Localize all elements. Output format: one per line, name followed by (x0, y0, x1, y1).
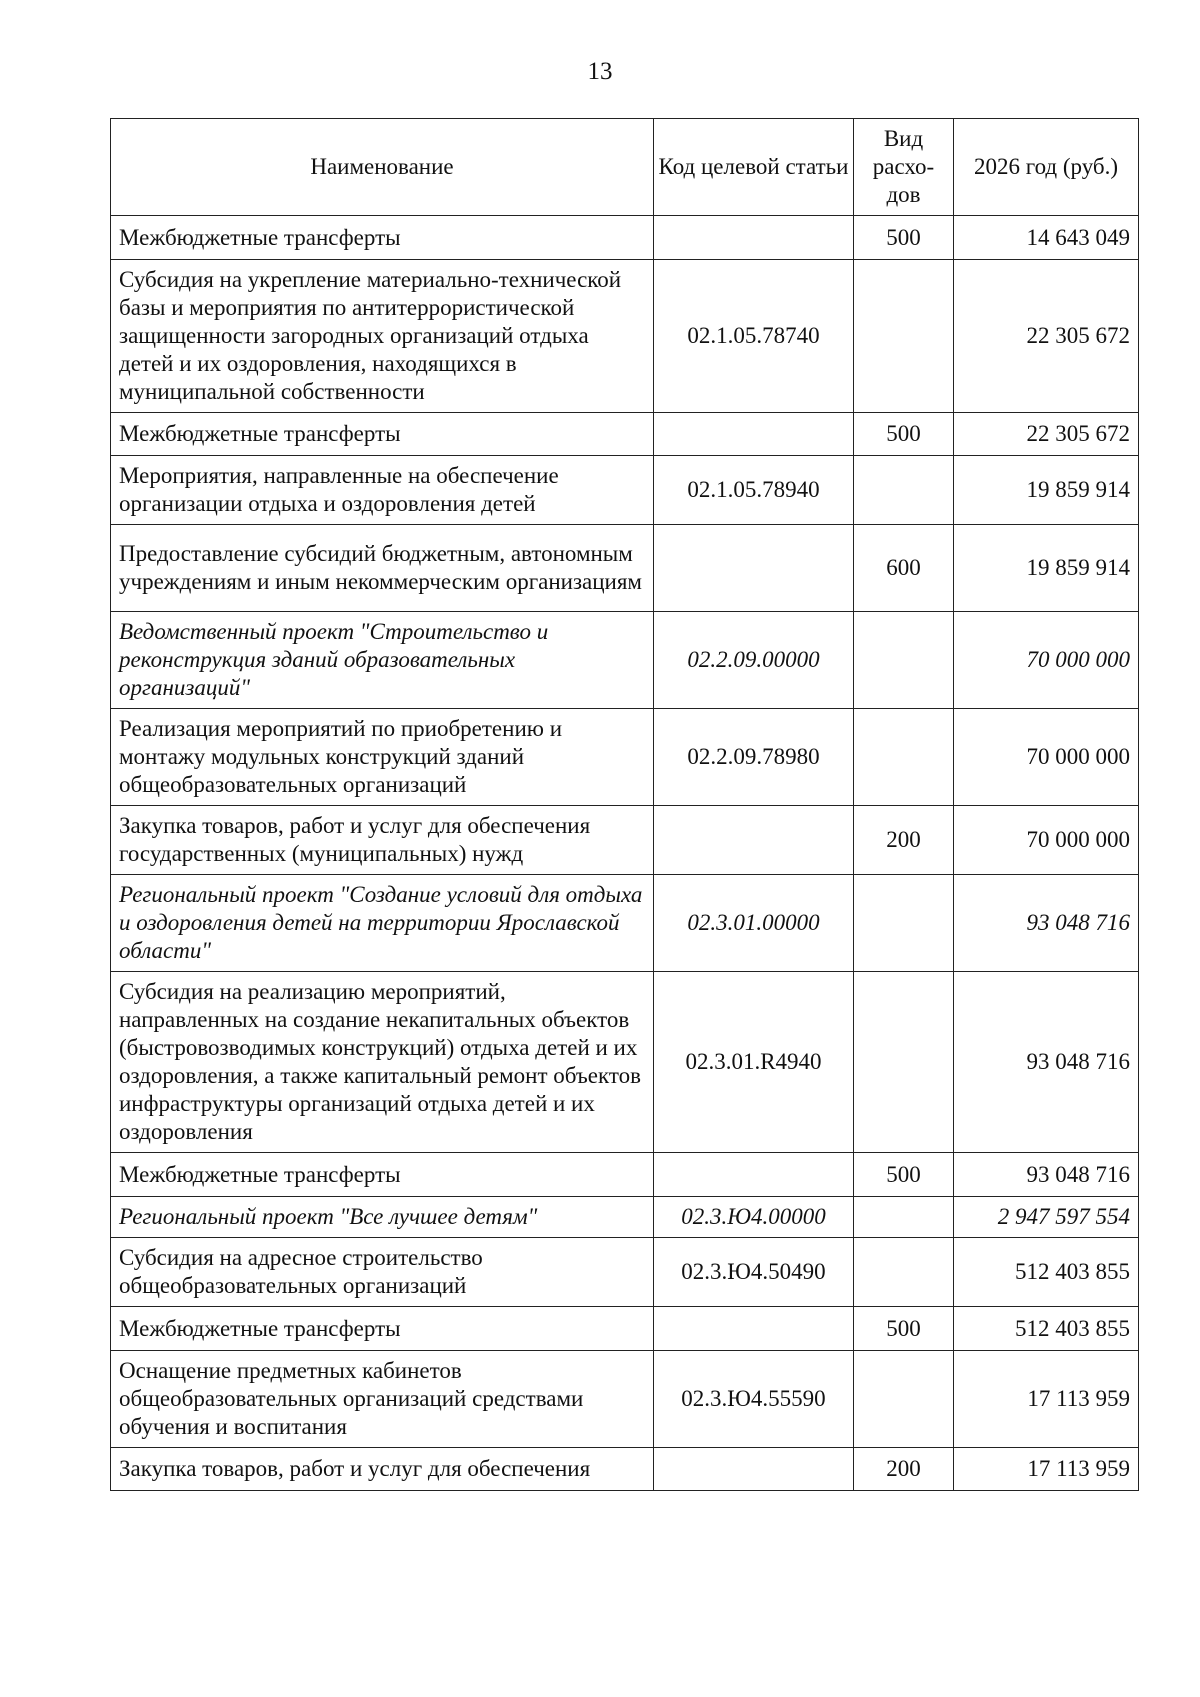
table-row (111, 413, 1139, 456)
row-amount-cell: 22 305 672 (954, 413, 1139, 456)
row-code-cell: 02.3.01.R4940 (654, 972, 854, 1153)
table-row (111, 1238, 1139, 1307)
row-type-cell (854, 456, 954, 525)
table-row (111, 456, 1139, 525)
table-row (111, 806, 1139, 875)
row-name-cell: Субсидия на адресное строительство общеобразовательных организаций (111, 1238, 654, 1307)
row-name-cell: Предоставление субсидий бюджетным, автономным учреждениям и иным некоммерческим организациям (111, 525, 654, 612)
page-number: 13 (587, 58, 613, 85)
table-row (111, 612, 1139, 709)
row-amount-cell: 22 305 672 (954, 260, 1139, 413)
row-amount-cell: 512 403 855 (954, 1307, 1139, 1351)
row-name-cell: Региональный проект "Создание условий для отдыха и оздоровления детей на территории Ярославской области" (111, 875, 654, 972)
row-amount-cell: 70 000 000 (954, 612, 1139, 709)
table-row (111, 709, 1139, 806)
table-row (111, 875, 1139, 972)
row-code-cell: 02.2.09.78980 (654, 709, 854, 806)
row-amount-cell: 17 113 959 (954, 1351, 1139, 1448)
row-code-cell (654, 216, 854, 260)
table-row (111, 1197, 1139, 1238)
row-type-cell: 600 (854, 525, 954, 612)
row-code-cell (654, 1307, 854, 1351)
table-row (111, 216, 1139, 260)
row-name-cell: Ведомственный проект "Строительство и реконструкция зданий образовательных организаций" (111, 612, 654, 709)
row-code-cell: 02.3.Ю4.00000 (654, 1197, 854, 1238)
table-row (111, 525, 1139, 612)
row-type-cell: 200 (854, 806, 954, 875)
row-type-cell: 200 (854, 1448, 954, 1491)
row-code-cell: 02.3.Ю4.55590 (654, 1351, 854, 1448)
row-amount-cell: 93 048 716 (954, 1153, 1139, 1197)
table-row (111, 1351, 1139, 1448)
row-name-cell: Межбюджетные трансферты (111, 216, 654, 260)
row-name-cell: Межбюджетные трансферты (111, 1307, 654, 1351)
header-code: Код целевой статьи (654, 119, 854, 216)
row-code-cell (654, 1153, 854, 1197)
row-code-cell (654, 525, 854, 612)
table-row (111, 972, 1139, 1153)
row-name-cell: Закупка товаров, работ и услуг для обеспечения (111, 1448, 654, 1491)
row-type-cell: 500 (854, 216, 954, 260)
row-type-cell (854, 1351, 954, 1448)
row-type-cell (854, 260, 954, 413)
table-row (111, 1153, 1139, 1197)
row-code-cell (654, 1448, 854, 1491)
row-type-cell: 500 (854, 1307, 954, 1351)
table-row (111, 1307, 1139, 1351)
row-type-cell: 500 (854, 1153, 954, 1197)
header-type: Вид расхо-дов (854, 119, 954, 216)
row-name-cell: Межбюджетные трансферты (111, 413, 654, 456)
row-code-cell (654, 806, 854, 875)
row-type-cell (854, 1238, 954, 1307)
row-code-cell: 02.2.09.00000 (654, 612, 854, 709)
row-name-cell: Межбюджетные трансферты (111, 1153, 654, 1197)
row-amount-cell: 70 000 000 (954, 806, 1139, 875)
row-name-cell: Мероприятия, направленные на обеспечение организации отдыха и оздоровления детей (111, 456, 654, 525)
row-type-cell (854, 972, 954, 1153)
row-amount-cell: 2 947 597 554 (954, 1197, 1139, 1238)
row-amount-cell: 93 048 716 (954, 972, 1139, 1153)
row-code-cell: 02.3.01.00000 (654, 875, 854, 972)
row-code-cell: 02.3.Ю4.50490 (654, 1238, 854, 1307)
row-name-cell: Субсидия на укрепление материально-технической базы и мероприятия по антитеррористической защищенности загородных организаций отдыха детей и их оздоровления, находящихся в муниципальной собственности (111, 260, 654, 413)
row-name-cell: Закупка товаров, работ и услуг для обеспечения государственных (муниципальных) нужд (111, 806, 654, 875)
row-code-cell: 02.1.05.78740 (654, 260, 854, 413)
row-amount-cell: 14 643 049 (954, 216, 1139, 260)
row-type-cell: 500 (854, 413, 954, 456)
row-type-cell (854, 612, 954, 709)
row-type-cell (854, 709, 954, 806)
row-name-cell: Региональный проект "Все лучшее детям" (111, 1197, 654, 1238)
row-amount-cell: 17 113 959 (954, 1448, 1139, 1491)
table-header (111, 119, 1139, 216)
budget-table (110, 118, 1139, 1491)
row-code-cell (654, 413, 854, 456)
table-row (111, 260, 1139, 413)
row-amount-cell: 19 859 914 (954, 456, 1139, 525)
row-type-cell (854, 1197, 954, 1238)
table-row (111, 1448, 1139, 1491)
row-amount-cell: 512 403 855 (954, 1238, 1139, 1307)
header-amount: 2026 год (руб.) (954, 119, 1139, 216)
row-code-cell: 02.1.05.78940 (654, 456, 854, 525)
row-name-cell: Субсидия на реализацию мероприятий, направленных на создание некапитальных объектов (быстровозводимых конструкций) отдыха детей и их оздоровления, а также капитальный ремонт объектов инфраструктуры организаций отдыха детей и их оздоровления (111, 972, 654, 1153)
row-amount-cell: 70 000 000 (954, 709, 1139, 806)
table-body (111, 216, 1139, 1491)
row-type-cell (854, 875, 954, 972)
row-name-cell: Оснащение предметных кабинетов общеобразовательных организаций средствами обучения и воспитания (111, 1351, 654, 1448)
row-amount-cell: 19 859 914 (954, 525, 1139, 612)
row-amount-cell: 93 048 716 (954, 875, 1139, 972)
row-name-cell: Реализация мероприятий по приобретению и монтажу модульных конструкций зданий общеобразовательных организаций (111, 709, 654, 806)
header-name: Наименование (111, 119, 654, 216)
